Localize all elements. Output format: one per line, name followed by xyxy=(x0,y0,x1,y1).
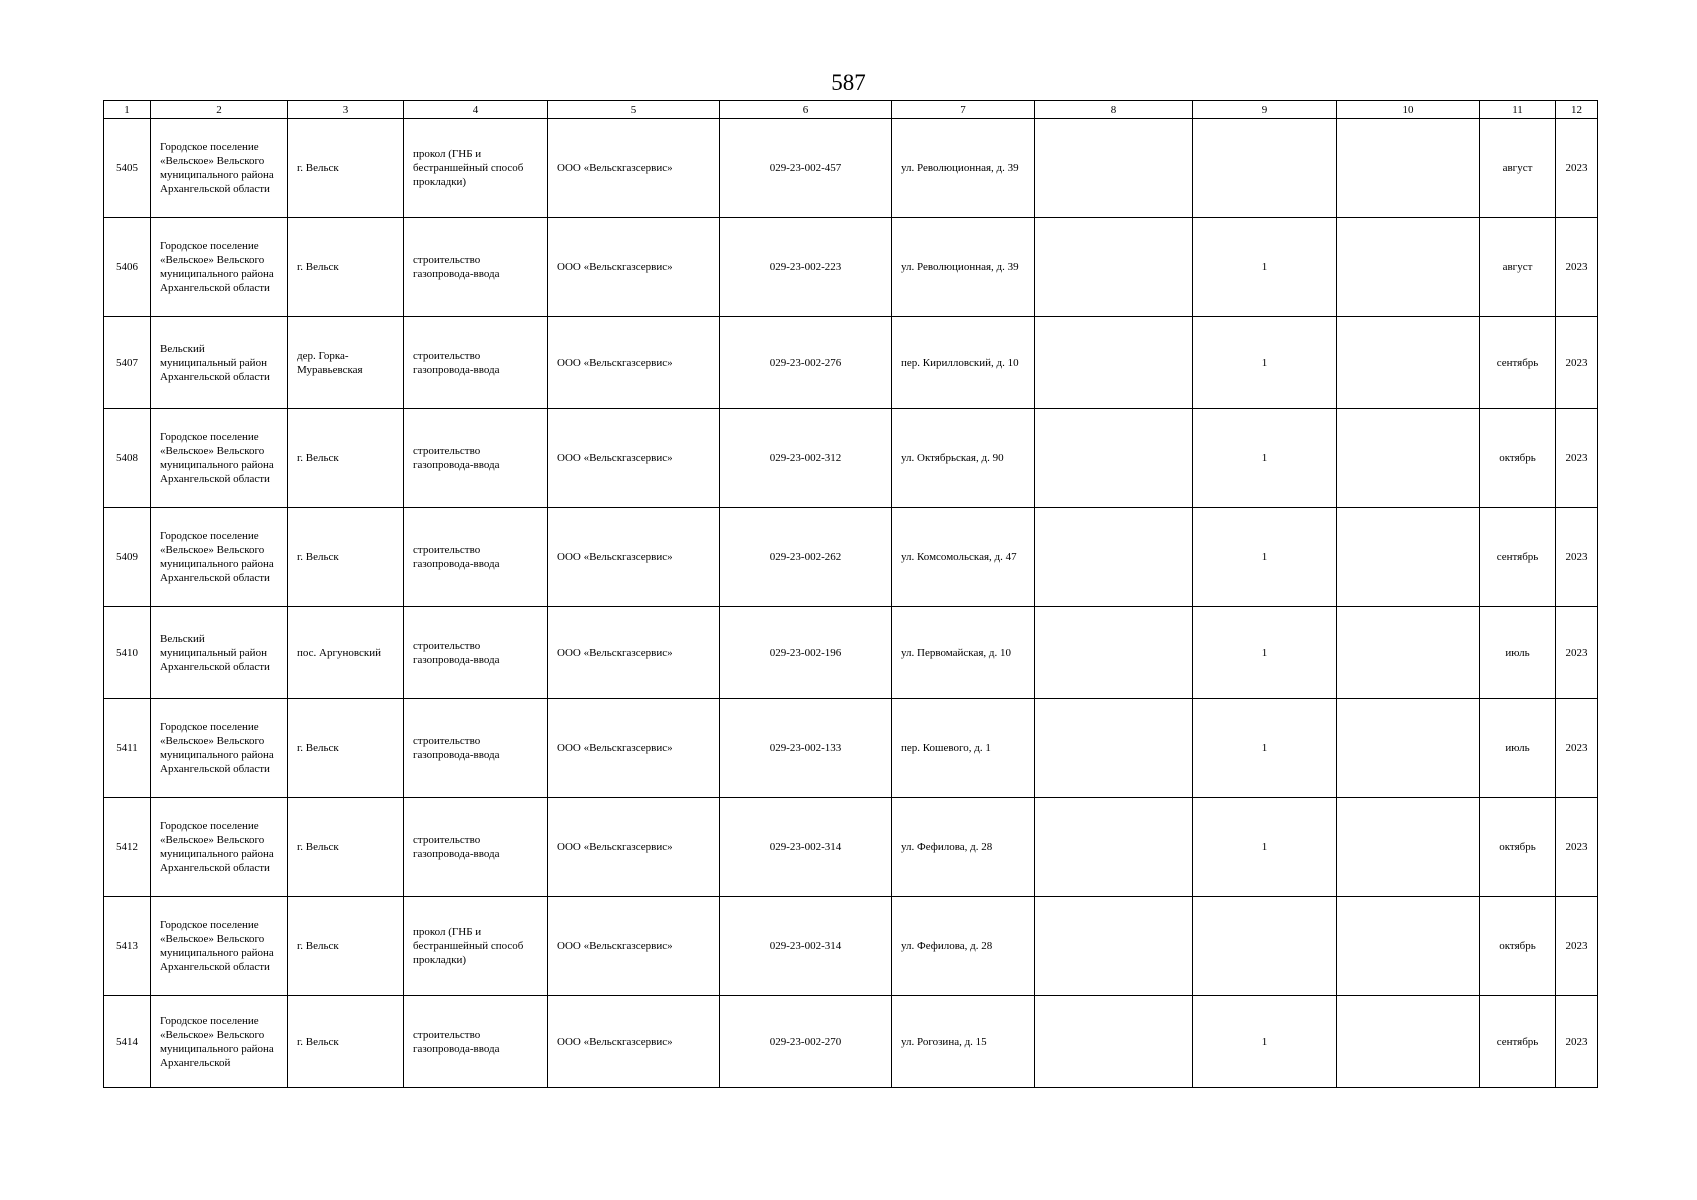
municipality-cell: Городское поселение «Вельское» Вельского муниципального района Архангельской области xyxy=(151,897,288,996)
table-row xyxy=(104,607,1598,699)
organization-cell: ООО «Вельскгазсервис» xyxy=(548,996,720,1088)
column-number-row xyxy=(104,101,1598,119)
year-cell: 2023 xyxy=(1556,508,1598,607)
address-cell: ул. Комсомольская, д. 47 xyxy=(892,508,1035,607)
address-cell: ул. Фефилова, д. 28 xyxy=(892,798,1035,897)
address-cell: пер. Кошевого, д. 1 xyxy=(892,699,1035,798)
col8-cell xyxy=(1035,699,1193,798)
organization-cell: ООО «Вельскгазсервис» xyxy=(548,409,720,508)
col10-cell xyxy=(1337,218,1480,317)
municipality-cell: Вельский муниципальный район Архангельской области xyxy=(151,607,288,699)
settlement-cell: г. Вельск xyxy=(288,996,404,1088)
column-number: 5 xyxy=(548,101,720,119)
code-cell: 029-23-002-223 xyxy=(720,218,892,317)
organization-cell: ООО «Вельскгазсервис» xyxy=(548,317,720,409)
organization-cell: ООО «Вельскгазсервис» xyxy=(548,119,720,218)
column-number: 3 xyxy=(288,101,404,119)
col8-cell xyxy=(1035,119,1193,218)
col10-cell xyxy=(1337,699,1480,798)
code-cell: 029-23-002-314 xyxy=(720,798,892,897)
quantity-cell xyxy=(1193,897,1337,996)
table-row xyxy=(104,508,1598,607)
table-row xyxy=(104,218,1598,317)
month-cell: август xyxy=(1480,218,1556,317)
month-cell: август xyxy=(1480,119,1556,218)
code-cell: 029-23-002-262 xyxy=(720,508,892,607)
year-cell: 2023 xyxy=(1556,699,1598,798)
col8-cell xyxy=(1035,317,1193,409)
col10-cell xyxy=(1337,607,1480,699)
col8-cell xyxy=(1035,218,1193,317)
address-cell: ул. Октябрьская, д. 90 xyxy=(892,409,1035,508)
municipality-cell: Вельский муниципальный район Архангельской области xyxy=(151,317,288,409)
row-number: 5405 xyxy=(104,119,151,218)
quantity-cell: 1 xyxy=(1193,996,1337,1088)
address-cell: пер. Кирилловский, д. 10 xyxy=(892,317,1035,409)
code-cell: 029-23-002-457 xyxy=(720,119,892,218)
col8-cell xyxy=(1035,409,1193,508)
row-number: 5407 xyxy=(104,317,151,409)
row-number: 5413 xyxy=(104,897,151,996)
organization-cell: ООО «Вельскгазсервис» xyxy=(548,699,720,798)
quantity-cell: 1 xyxy=(1193,508,1337,607)
work-type-cell: строительство газопровода-ввода xyxy=(404,996,548,1088)
row-number: 5409 xyxy=(104,508,151,607)
settlement-cell: г. Вельск xyxy=(288,798,404,897)
month-cell: октябрь xyxy=(1480,897,1556,996)
work-type-cell: строительство газопровода-ввода xyxy=(404,317,548,409)
organization-cell: ООО «Вельскгазсервис» xyxy=(548,218,720,317)
address-cell: ул. Рогозина, д. 15 xyxy=(892,996,1035,1088)
month-cell: июль xyxy=(1480,607,1556,699)
column-number: 8 xyxy=(1035,101,1193,119)
col10-cell xyxy=(1337,409,1480,508)
column-number: 11 xyxy=(1480,101,1556,119)
settlement-cell: г. Вельск xyxy=(288,119,404,218)
col8-cell xyxy=(1035,996,1193,1088)
work-type-cell: строительство газопровода-ввода xyxy=(404,607,548,699)
work-type-cell: прокол (ГНБ и бестраншейный способ прокладки) xyxy=(404,897,548,996)
works-table xyxy=(103,100,1598,1088)
work-type-cell: строительство газопровода-ввода xyxy=(404,218,548,317)
municipality-cell: Городское поселение «Вельское» Вельского муниципального района Архангельской области xyxy=(151,218,288,317)
settlement-cell: дер. Горка-Муравьевская xyxy=(288,317,404,409)
month-cell: октябрь xyxy=(1480,409,1556,508)
municipality-cell: Городское поселение «Вельское» Вельского муниципального района Архангельской области xyxy=(151,409,288,508)
settlement-cell: г. Вельск xyxy=(288,409,404,508)
quantity-cell: 1 xyxy=(1193,317,1337,409)
row-number: 5410 xyxy=(104,607,151,699)
address-cell: ул. Революционная, д. 39 xyxy=(892,218,1035,317)
code-cell: 029-23-002-314 xyxy=(720,897,892,996)
page-number: 587 xyxy=(831,70,866,95)
quantity-cell: 1 xyxy=(1193,798,1337,897)
table-row xyxy=(104,996,1598,1088)
organization-cell: ООО «Вельскгазсервис» xyxy=(548,897,720,996)
row-number: 5406 xyxy=(104,218,151,317)
col10-cell xyxy=(1337,119,1480,218)
municipality-cell: Городское поселение «Вельское» Вельского муниципального района Архангельской области xyxy=(151,699,288,798)
column-number: 6 xyxy=(720,101,892,119)
column-number: 4 xyxy=(404,101,548,119)
work-type-cell: строительство газопровода-ввода xyxy=(404,508,548,607)
settlement-cell: г. Вельск xyxy=(288,218,404,317)
table-row xyxy=(104,317,1598,409)
year-cell: 2023 xyxy=(1556,119,1598,218)
quantity-cell: 1 xyxy=(1193,607,1337,699)
col10-cell xyxy=(1337,798,1480,897)
work-type-cell: строительство газопровода-ввода xyxy=(404,409,548,508)
year-cell: 2023 xyxy=(1556,996,1598,1088)
column-number: 9 xyxy=(1193,101,1337,119)
table-row xyxy=(104,897,1598,996)
municipality-cell: Городское поселение «Вельское» Вельского муниципального района Архангельской xyxy=(151,996,288,1088)
settlement-cell: г. Вельск xyxy=(288,508,404,607)
code-cell: 029-23-002-196 xyxy=(720,607,892,699)
year-cell: 2023 xyxy=(1556,409,1598,508)
table-row xyxy=(104,119,1598,218)
col10-cell xyxy=(1337,996,1480,1088)
col10-cell xyxy=(1337,317,1480,409)
organization-cell: ООО «Вельскгазсервис» xyxy=(548,607,720,699)
code-cell: 029-23-002-312 xyxy=(720,409,892,508)
year-cell: 2023 xyxy=(1556,218,1598,317)
table-row xyxy=(104,409,1598,508)
settlement-cell: г. Вельск xyxy=(288,897,404,996)
quantity-cell xyxy=(1193,119,1337,218)
month-cell: июль xyxy=(1480,699,1556,798)
column-number: 1 xyxy=(104,101,151,119)
year-cell: 2023 xyxy=(1556,798,1598,897)
col8-cell xyxy=(1035,897,1193,996)
address-cell: ул. Революционная, д. 39 xyxy=(892,119,1035,218)
month-cell: октябрь xyxy=(1480,798,1556,897)
row-number: 5408 xyxy=(104,409,151,508)
municipality-cell: Городское поселение «Вельское» Вельского муниципального района Архангельской области xyxy=(151,798,288,897)
month-cell: сентябрь xyxy=(1480,508,1556,607)
address-cell: ул. Первомайская, д. 10 xyxy=(892,607,1035,699)
col10-cell xyxy=(1337,897,1480,996)
code-cell: 029-23-002-133 xyxy=(720,699,892,798)
municipality-cell: Городское поселение «Вельское» Вельского муниципального района Архангельской области xyxy=(151,508,288,607)
municipality-cell: Городское поселение «Вельское» Вельского муниципального района Архангельской области xyxy=(151,119,288,218)
column-number: 12 xyxy=(1556,101,1598,119)
col8-cell xyxy=(1035,798,1193,897)
row-number: 5414 xyxy=(104,996,151,1088)
month-cell: сентябрь xyxy=(1480,317,1556,409)
code-cell: 029-23-002-276 xyxy=(720,317,892,409)
year-cell: 2023 xyxy=(1556,897,1598,996)
quantity-cell: 1 xyxy=(1193,409,1337,508)
settlement-cell: пос. Аргуновский xyxy=(288,607,404,699)
organization-cell: ООО «Вельскгазсервис» xyxy=(548,798,720,897)
work-type-cell: строительство газопровода-ввода xyxy=(404,798,548,897)
address-cell: ул. Фефилова, д. 28 xyxy=(892,897,1035,996)
organization-cell: ООО «Вельскгазсервис» xyxy=(548,508,720,607)
quantity-cell: 1 xyxy=(1193,699,1337,798)
year-cell: 2023 xyxy=(1556,607,1598,699)
settlement-cell: г. Вельск xyxy=(288,699,404,798)
table-row xyxy=(104,798,1598,897)
work-type-cell: прокол (ГНБ и бестраншейный способ прокладки) xyxy=(404,119,548,218)
col8-cell xyxy=(1035,508,1193,607)
code-cell: 029-23-002-270 xyxy=(720,996,892,1088)
row-number: 5412 xyxy=(104,798,151,897)
row-number: 5411 xyxy=(104,699,151,798)
month-cell: сентябрь xyxy=(1480,996,1556,1088)
col8-cell xyxy=(1035,607,1193,699)
year-cell: 2023 xyxy=(1556,317,1598,409)
column-number: 10 xyxy=(1337,101,1480,119)
quantity-cell: 1 xyxy=(1193,218,1337,317)
col10-cell xyxy=(1337,508,1480,607)
column-number: 7 xyxy=(892,101,1035,119)
work-type-cell: строительство газопровода-ввода xyxy=(404,699,548,798)
column-number: 2 xyxy=(151,101,288,119)
table-row xyxy=(104,699,1598,798)
